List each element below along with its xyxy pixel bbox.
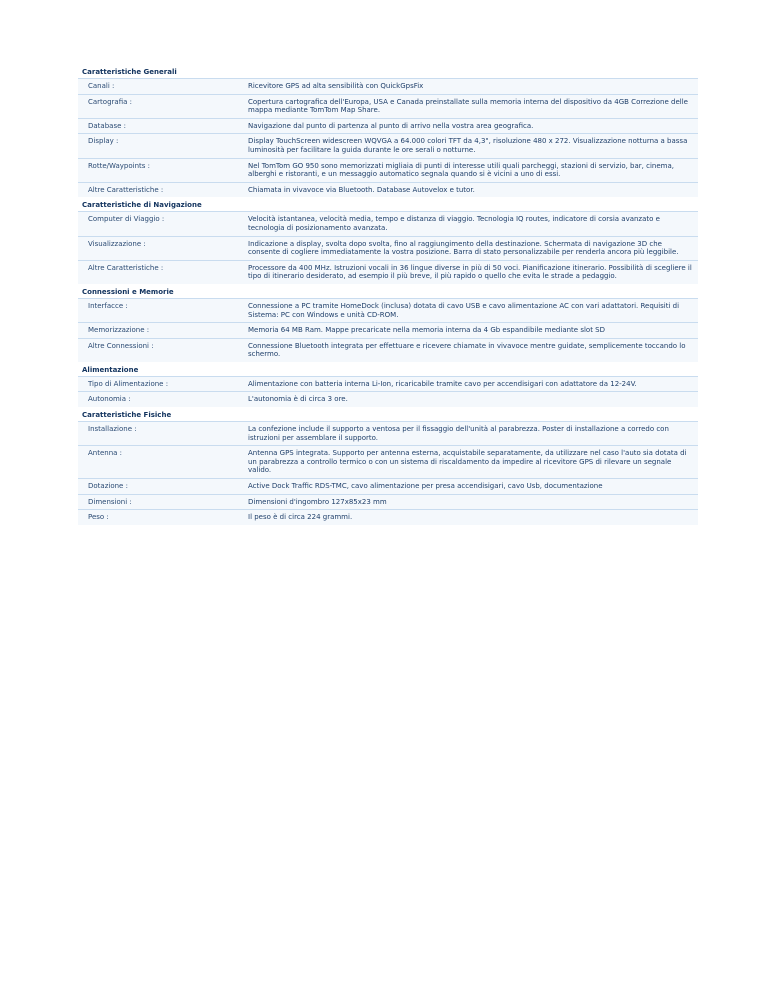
- spec-row: [78, 211, 698, 235]
- spec-value: La confezione include il supporto a ventosa per il fissaggio dell'unità al parabrezza. Poster di installazione a corredo con istruzioni per assemblare il supporto.: [248, 425, 669, 442]
- spec-label: Antenna :: [88, 449, 123, 458]
- spec-label: Tipo di Alimentazione :: [88, 379, 169, 388]
- spec-value: Velocità istantanea, velocità media, tempo e distanza di viaggio. Tecnologia IQ routes, indicatore di corsia avanzato e tecnologia di posizionamento avanzata.: [248, 215, 660, 232]
- spec-label: Altre Caratteristiche :: [88, 263, 164, 272]
- spec-label: Dotazione :: [88, 482, 128, 491]
- spec-row: [78, 118, 698, 134]
- spec-value: Connessione a PC tramite HomeDock (inclusa) dotata di cavo USB e cavo alimentazione AC con vari adattatori. Requisiti di Sistema: PC con Windows e unità CD-ROM.: [248, 301, 680, 319]
- section-title: Alimentazione: [82, 365, 139, 374]
- spec-label: Canali :: [88, 82, 115, 90]
- spec-row: [78, 236, 698, 260]
- spec-value: Dimensioni d'ingombro 127x85x23 mm: [248, 497, 387, 506]
- spec-label: Peso :: [88, 513, 109, 522]
- section-alimentazione: [78, 362, 698, 407]
- spec-row: [78, 298, 698, 322]
- spec-row: [78, 94, 698, 118]
- spec-row: [78, 158, 698, 182]
- spec-label: Cartografia :: [88, 97, 132, 106]
- spec-row: [78, 376, 698, 392]
- spec-row: [78, 260, 698, 284]
- spec-row: [78, 182, 698, 198]
- spec-row: [78, 421, 698, 445]
- spec-label: Computer di Viaggio :: [88, 215, 165, 224]
- section-caratteristiche-fisiche: [78, 407, 698, 525]
- spec-row: [78, 478, 698, 494]
- spec-label: Database :: [88, 121, 126, 130]
- spec-value: Nel TomTom GO 950 sono memorizzati migliaia di punti di interesse utili quali parcheggi, stazioni di servizio, bar, cinema, alberghi e ristoranti, e un messaggio automatico segnala quando si è vicini a uno di essi.: [248, 161, 674, 179]
- spec-value: Alimentazione con batteria interna Li-Ion, ricaricabile tramite cavo per accendisigari con adattatore da 12-24V.: [248, 379, 637, 388]
- spec-label: Rotte/Waypoints :: [88, 161, 150, 170]
- specifications-table: [78, 64, 698, 525]
- spec-value: L'autonomia è di circa 3 ore.: [248, 395, 348, 404]
- spec-label: Display :: [88, 137, 119, 146]
- spec-row: [78, 338, 698, 362]
- section-title: Caratteristiche di Navigazione: [82, 201, 202, 210]
- section-caratteristiche-generali: [78, 64, 698, 197]
- spec-row: [78, 133, 698, 157]
- spec-value: Navigazione dal punto di partenza al punto di arrivo nella vostra area geografica.: [248, 121, 534, 130]
- spec-label: Dimensioni :: [88, 497, 132, 506]
- spec-row: [78, 445, 698, 478]
- section-title: Caratteristiche Fisiche: [82, 411, 172, 420]
- spec-label: Autonomia :: [88, 395, 131, 404]
- spec-label: Interfacce :: [88, 301, 128, 310]
- spec-value: Indicazione a display, svolta dopo svolta, fino al raggiungimento della destinazione. Schermata di navigazione 3D che consente di cogliere immediatamente la vostra posizione. Barra di stato personalizzabile per renderla ancora più leggibile.: [248, 239, 679, 257]
- spec-label: Visualizzazione :: [88, 239, 146, 248]
- section-connessioni-memorie: [78, 284, 698, 362]
- spec-value: Ricevitore GPS ad alta sensibilità con QuickGpsFix: [248, 82, 424, 90]
- spec-value: Memoria 64 MB Ram. Mappe precaricate nella memoria interna da 4 Gb espandibile mediante slot SD: [248, 326, 605, 335]
- spec-row: [78, 78, 698, 94]
- spec-row: [78, 391, 698, 407]
- spec-value: Processore da 400 MHz. Istruzioni vocali in 36 lingue diverse in più di 50 voci. Pianificazione itinerario. Possibilità di scegliere il tipo di itinerario desiderato, ad esempio il più breve, il più rapido o quello che evita le strade a pedaggio.: [248, 263, 692, 281]
- spec-value: Connessione Bluetooth integrata per effettuare e ricevere chiamate in vivavoce mentre guidate, semplicemente toccando lo schermo.: [248, 341, 686, 359]
- spec-value: Copertura cartografica dell'Europa, USA e Canada preinstallate sulla memoria interna del dispositivo da 4GB Correzione delle mappa mediante TomTom Map Share.: [248, 97, 688, 115]
- spec-value: Active Dock Traffic RDS-TMC, cavo alimentazione per presa accendisigari, cavo Usb, documentazione: [248, 482, 603, 491]
- spec-label: Memorizzazione :: [88, 326, 150, 335]
- spec-row: [78, 322, 698, 338]
- spec-value: Antenna GPS integrata. Supporto per antenna esterna, acquistabile separatamente, da utilizzare nel caso l'auto sia dotata di un parabrezza a controllo termico o con un sistema di riscaldamento da impedire al ricevitore GPS di rilevare un segnale valido.: [248, 449, 687, 475]
- spec-label: Altre Caratteristiche :: [88, 185, 164, 194]
- spec-row: [78, 509, 698, 525]
- spec-row: [78, 494, 698, 510]
- spec-label: Installazione :: [88, 425, 137, 434]
- spec-label: Altre Connessioni :: [88, 341, 154, 350]
- spec-value: Il peso è di circa 224 grammi.: [248, 513, 353, 522]
- spec-value: Display TouchScreen widescreen WQVGA a 64.000 colori TFT da 4,3", risoluzione 480 x 272. Visualizzazione notturna a bassa luminosità per facilitare la guida durante le ore serali o notturne.: [248, 137, 688, 154]
- section-caratteristiche-navigazione: [78, 197, 698, 284]
- section-title: Connessioni e Memorie: [82, 287, 174, 296]
- spec-value: Chiamata in vivavoce via Bluetooth. Database Autovelox e tutor.: [248, 185, 475, 194]
- section-title: Caratteristiche Generali: [82, 68, 177, 76]
